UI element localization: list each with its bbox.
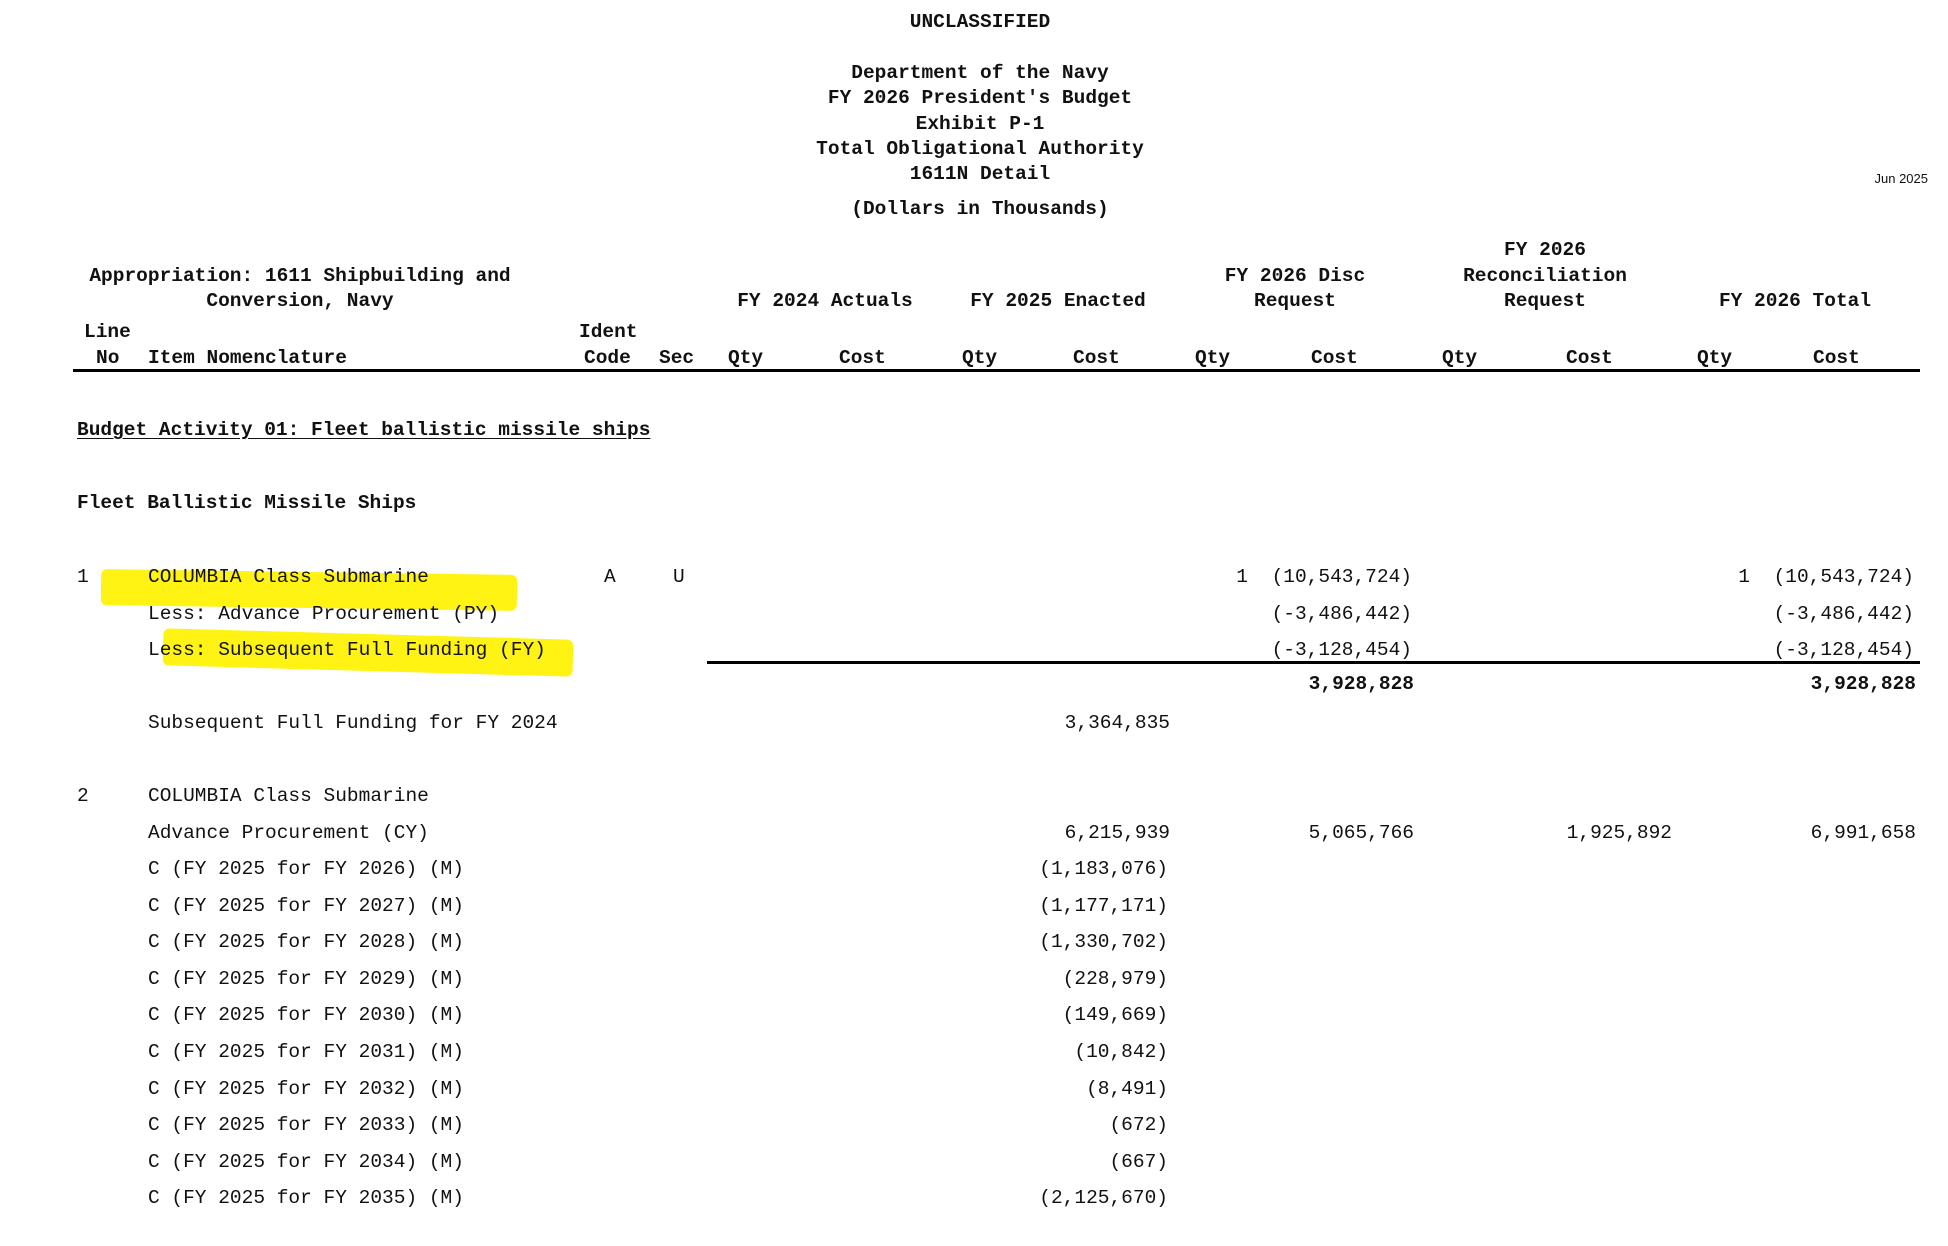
sub-item-label: C (FY 2025 for FY 2031) (M) — [148, 1041, 464, 1063]
col-item-header: Item Nomenclature — [148, 347, 347, 369]
sub-item-label: C (FY 2025 for FY 2028) (M) — [148, 931, 464, 953]
line1-less-ap-label: Less: Advance Procurement (PY) — [148, 603, 500, 625]
line1-net-total: 3,928,828 — [1810, 673, 1916, 695]
col-qty-header: Qty — [1442, 347, 1478, 369]
line1-less-ap-total: (-3,486,442) — [1773, 603, 1914, 625]
appropriation-title-1: Appropriation: 1611 Shipbuilding and — [89, 265, 511, 287]
line2-ap-label: Advance Procurement (CY) — [148, 822, 429, 844]
sub-item-fy2025: (672) — [1109, 1114, 1168, 1136]
col-fy2026-total-header: FY 2026 Total — [1718, 290, 1872, 312]
col-code-header: Code — [584, 347, 631, 369]
col-sec-header: Sec — [659, 347, 695, 369]
line1-disc-qty: 1 — [1236, 566, 1248, 588]
line2-number: 2 — [77, 785, 89, 807]
line1-less-sff-disc: (-3,128,454) — [1271, 639, 1412, 661]
line2-ap-fy2025: 6,215,939 — [1064, 822, 1170, 844]
line1-sec: U — [673, 566, 685, 588]
col-cost-header: Cost — [1566, 347, 1613, 369]
col-line-header: Line — [84, 321, 131, 343]
col-no-header: No — [96, 347, 120, 369]
line2-ap-disc: 5,065,766 — [1308, 822, 1414, 844]
sub-item-fy2025: (667) — [1109, 1151, 1168, 1173]
sub-item-label: C (FY 2025 for FY 2030) (M) — [148, 1004, 464, 1026]
line2-ap-total: 6,991,658 — [1810, 822, 1916, 844]
col-cost-header: Cost — [839, 347, 886, 369]
line1-total-qty: 1 — [1738, 566, 1750, 588]
appropriation-title-2: Conversion, Navy — [206, 290, 394, 312]
report-date: Jun 2025 — [1874, 171, 1928, 186]
title-line-2: FY 2026 President's Budget — [827, 87, 1133, 109]
line1-disc-cost: (10,543,724) — [1271, 566, 1412, 588]
sub-item-label: C (FY 2025 for FY 2032) (M) — [148, 1078, 464, 1100]
sub-item-label: C (FY 2025 for FY 2027) (M) — [148, 895, 464, 917]
title-line-5: 1611N Detail — [909, 163, 1051, 185]
line1-less-sff-label: Less: Subsequent Full Funding (FY) — [148, 639, 546, 661]
col-qty-header: Qty — [1195, 347, 1231, 369]
budget-activity-heading: Budget Activity 01: Fleet ballistic missile ships — [77, 419, 651, 441]
col-fy2024-header: FY 2024 Actuals — [737, 290, 913, 312]
group-heading: Fleet Ballistic Missile Ships — [77, 492, 417, 514]
title-line-3: Exhibit P-1 — [915, 113, 1045, 135]
col-qty-header: Qty — [1697, 347, 1733, 369]
sub-item-label: C (FY 2025 for FY 2029) (M) — [148, 968, 464, 990]
line1-number: 1 — [77, 566, 89, 588]
col-cost-header: Cost — [1311, 347, 1358, 369]
col-qty-header: Qty — [728, 347, 764, 369]
title-line-1: Department of the Navy — [851, 62, 1109, 84]
col-fy2026-recon-header-2: Reconciliation — [1463, 265, 1627, 287]
sub-item-fy2025: (149,669) — [1062, 1004, 1168, 1026]
col-fy2026-recon-header-1: FY 2026 — [1504, 239, 1586, 261]
classification-label: UNCLASSIFIED — [909, 11, 1051, 33]
line2-ap-recon: 1,925,892 — [1566, 822, 1672, 844]
sub-item-fy2025: (1,183,076) — [1039, 858, 1168, 880]
title-line-4: Total Obligational Authority — [816, 138, 1144, 160]
line1-item-name: COLUMBIA Class Submarine — [148, 566, 429, 588]
col-fy2026-recon-header-3: Request — [1504, 290, 1586, 312]
sub-item-label: C (FY 2025 for FY 2026) (M) — [148, 858, 464, 880]
col-ident-header: Ident — [579, 321, 638, 343]
sub-item-fy2025: (1,177,171) — [1039, 895, 1168, 917]
col-fy2025-header: FY 2025 Enacted — [970, 290, 1146, 312]
subtotal-rule — [707, 661, 1920, 664]
sub-item-fy2025: (228,979) — [1062, 968, 1168, 990]
line1-sff-fy2025: 3,364,835 — [1064, 712, 1170, 734]
line1-ident-code: A — [604, 566, 616, 588]
line1-less-sff-total: (-3,128,454) — [1773, 639, 1914, 661]
header-rule — [73, 369, 1920, 372]
sub-item-fy2025: (10,842) — [1074, 1041, 1168, 1063]
sub-item-fy2025: (1,330,702) — [1039, 931, 1168, 953]
line1-net-disc: 3,928,828 — [1308, 673, 1414, 695]
line1-sff-label: Subsequent Full Funding for FY 2024 — [148, 712, 558, 734]
sub-item-label: C (FY 2025 for FY 2034) (M) — [148, 1151, 464, 1173]
col-cost-header: Cost — [1813, 347, 1860, 369]
line2-item-name: COLUMBIA Class Submarine — [148, 785, 429, 807]
sub-item-label: C (FY 2025 for FY 2033) (M) — [148, 1114, 464, 1136]
col-cost-header: Cost — [1073, 347, 1120, 369]
col-fy2026-disc-header-1: FY 2026 Disc — [1224, 265, 1366, 287]
sub-item-fy2025: (8,491) — [1086, 1078, 1168, 1100]
line1-total-cost: (10,543,724) — [1773, 566, 1914, 588]
col-qty-header: Qty — [962, 347, 998, 369]
sub-item-label: C (FY 2025 for FY 2035) (M) — [148, 1187, 464, 1209]
sub-item-fy2025: (2,125,670) — [1039, 1187, 1168, 1209]
col-fy2026-disc-header-2: Request — [1254, 290, 1336, 312]
line1-less-ap-disc: (-3,486,442) — [1271, 603, 1412, 625]
units-label: (Dollars in Thousands) — [851, 198, 1109, 220]
